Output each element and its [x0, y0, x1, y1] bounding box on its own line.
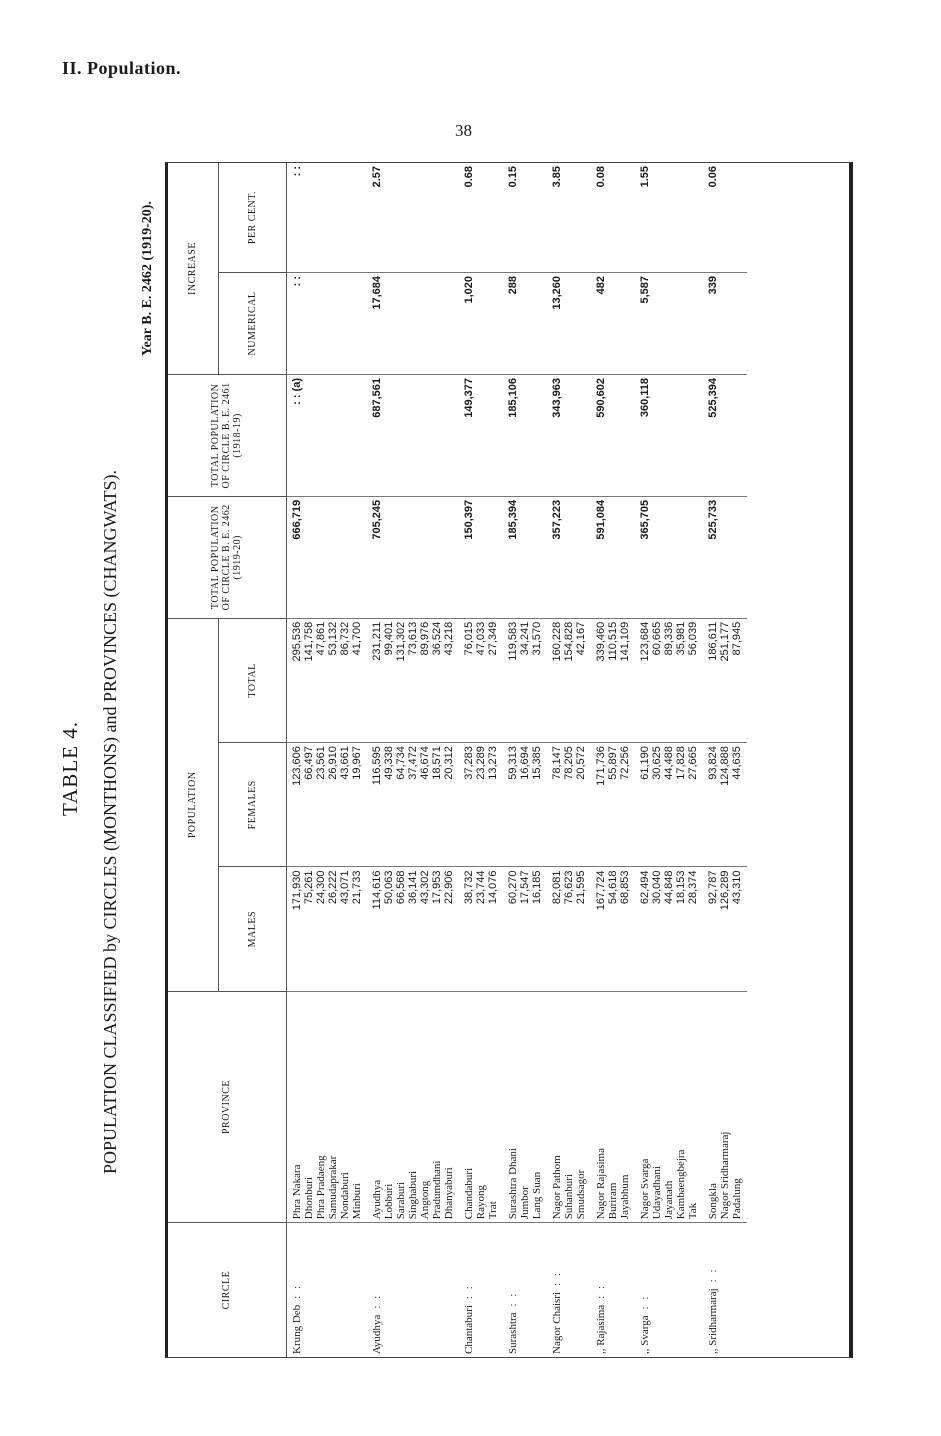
province-list-entry: Tak — [686, 1202, 699, 1220]
province-list-entry: Phra Nakara — [290, 1164, 303, 1220]
females-list-entry: 44,488 — [662, 746, 675, 780]
males-list-entry: 126,289 — [718, 870, 731, 911]
province-list-entry: Samudaprakar — [326, 1155, 339, 1220]
males-list-entry: 21,595 — [574, 870, 587, 905]
numerical: 1,020 — [459, 273, 503, 375]
circle-total-2461: 360,118 — [635, 374, 703, 496]
circle-total-2462: 591,084 — [591, 496, 635, 618]
totals-list-entry: 34,241 — [518, 621, 531, 656]
males-list-entry: 43,302 — [418, 870, 431, 905]
males-list — [367, 867, 459, 991]
section-heading: II. Population. — [62, 58, 182, 78]
province-list-entry: Smudsagor — [574, 1169, 587, 1220]
province-list-entry: Chandaburi — [462, 1167, 475, 1220]
province-list-entry: Padalung — [730, 1178, 743, 1220]
table-row — [367, 163, 459, 1357]
province-list-entry: Suhanburi — [562, 1173, 575, 1220]
circle-total-2462: 185,394 — [503, 496, 547, 618]
females-list-entry: 37,472 — [406, 746, 419, 780]
numerical: 482 — [591, 273, 635, 375]
males-list-entry: 26,222 — [326, 870, 339, 905]
table-row — [286, 163, 367, 1357]
females-list-entry: 15,385 — [530, 746, 543, 780]
totals-list-entry: 76,015 — [462, 621, 475, 656]
province-list-entry: Nagor Rajasima — [594, 1148, 607, 1220]
circle-name: ,, Rajasima: : — [591, 1223, 635, 1357]
females-list-entry: 19,967 — [350, 746, 363, 780]
totals-list-entry: 42,167 — [574, 621, 587, 656]
province-list-entry: Jayanath — [662, 1180, 675, 1220]
province-list — [503, 991, 547, 1222]
totals-list-entry: 87,945 — [730, 621, 743, 656]
totals-list-entry: 35,981 — [674, 621, 687, 656]
province-list — [286, 991, 367, 1222]
table-row — [591, 163, 635, 1357]
males-list — [547, 867, 591, 991]
totals-list-entry: 123,684 — [638, 621, 651, 662]
circle-total-2462: 666,719 — [286, 496, 367, 618]
totals-list — [503, 618, 547, 742]
males-list-entry: 167,724 — [594, 870, 607, 911]
females-list-entry: 171,736 — [594, 746, 607, 786]
per-cent: : : — [290, 166, 303, 177]
males-list — [503, 867, 547, 991]
province-list — [591, 991, 635, 1222]
circle-label: Nagor Chaisri — [550, 1291, 563, 1354]
population-table — [168, 163, 747, 1357]
province-list-entry: Trat — [486, 1201, 499, 1220]
per-cent: 0.15 — [506, 166, 519, 188]
males-list-entry: 30,040 — [650, 870, 663, 905]
totals-list-entry: 231,211 — [370, 621, 383, 661]
circle-total-2462: 150,397 — [459, 496, 503, 618]
table-title: POPULATION CLASSIFIED by CIRCLES (MONTHONS) and PROVINCES (CHANGWATS). — [100, 469, 120, 1174]
province-list-entry: Nagor Svarga — [638, 1158, 651, 1220]
males-list — [703, 867, 747, 991]
totals-list-entry: 47,861 — [314, 621, 327, 656]
males-list-entry: 21,733 — [350, 870, 363, 905]
males-list-entry: 50,063 — [382, 870, 395, 905]
per-cent: 0.06 — [706, 166, 719, 188]
numerical: : : — [286, 273, 367, 375]
males-list-entry: 17,547 — [518, 870, 531, 905]
totals-list-entry: 31,570 — [530, 621, 543, 656]
females-list-entry: 66,497 — [302, 746, 315, 780]
totals-list-entry: 43,218 — [442, 621, 455, 656]
females-list-entry: 26,910 — [326, 746, 339, 780]
header-males: MALES — [218, 867, 286, 991]
table-number: TABLE 4. — [58, 721, 82, 816]
totals-list-entry: 41,700 — [350, 621, 363, 656]
header-numerical: NUMERICAL — [218, 273, 286, 375]
province-list-entry: Minburi — [350, 1183, 363, 1220]
totals-list — [286, 618, 367, 742]
males-list-entry: 75,261 — [302, 870, 315, 905]
totals-list — [635, 618, 703, 742]
province-list — [547, 991, 591, 1222]
province-list-entry: Jumbor — [518, 1186, 531, 1220]
numerical: 5,587 — [635, 273, 703, 375]
males-list-entry: 66,568 — [394, 870, 407, 905]
totals-list — [367, 618, 459, 742]
totals-list-entry: 47,033 — [474, 621, 487, 656]
header-province: PROVINCE — [168, 991, 286, 1222]
females-list — [547, 743, 591, 867]
numerical: 288 — [503, 273, 547, 375]
females-list-entry: 61,190 — [638, 746, 651, 780]
circle-label: ,, Svarga — [638, 1315, 651, 1354]
totals-list-entry: 53,132 — [326, 621, 339, 656]
females-list-entry: 123,606 — [290, 746, 303, 786]
totals-list-entry: 27,349 — [486, 621, 499, 656]
province-list-entry: Nagor Pathom — [550, 1155, 563, 1220]
province-list-entry: Rayong — [474, 1184, 487, 1220]
males-list — [459, 867, 503, 991]
province-list-entry: Surashtra Dhani — [506, 1148, 519, 1220]
circle-total-2461: 590,602 — [591, 374, 635, 496]
males-list-entry: 171,930 — [290, 870, 303, 911]
totals-list-entry: 36,524 — [430, 621, 443, 656]
circle-total-2461: 525,394 — [703, 374, 747, 496]
numerical: 17,684 — [367, 273, 459, 375]
header-population: POPULATION — [168, 618, 218, 991]
province-list-entry: Nagor Sridharmaraj — [718, 1131, 731, 1220]
circle-label: Chantaburi — [462, 1305, 475, 1354]
females-list-entry: 17,828 — [674, 746, 687, 780]
totals-list-entry: 131,302 — [394, 621, 407, 662]
males-list-entry: 76,623 — [562, 870, 575, 905]
per-cent: 1.55 — [638, 166, 651, 188]
circle-name: Nagor Chaisri: : — [547, 1223, 591, 1357]
totals-list-entry: 141,758 — [302, 621, 315, 662]
province-list — [635, 991, 703, 1222]
totals-list-entry: 86,732 — [338, 621, 351, 656]
males-list — [635, 867, 703, 991]
per-cent: 0.08 — [594, 166, 607, 188]
province-list-entry: Pradumdhani — [430, 1160, 443, 1220]
males-list-entry: 28,374 — [686, 870, 699, 905]
totals-list-entry: 119,583 — [506, 621, 519, 661]
females-list-entry: 20,312 — [442, 746, 455, 780]
males-list-entry: 114,616 — [370, 870, 383, 910]
males-list-entry: 68,853 — [618, 870, 631, 905]
province-list — [703, 991, 747, 1222]
numerical: 339 — [703, 273, 747, 375]
table-row — [635, 163, 703, 1357]
population-table-frame — [165, 162, 853, 1358]
females-list-entry: 16,694 — [518, 746, 531, 780]
province-list-entry: Ayudhya — [370, 1179, 383, 1220]
circle-label: ,, Rajasima — [594, 1304, 607, 1354]
per-cent: 3.85 — [550, 166, 563, 188]
per-cent: 2.57 — [370, 166, 383, 188]
females-list-entry: 124,888 — [718, 746, 731, 786]
females-list-entry: 59,313 — [506, 746, 519, 780]
table-row — [459, 163, 503, 1357]
females-list-entry: 18,571 — [430, 746, 443, 780]
header-total: TOTAL — [218, 618, 286, 742]
males-list-entry: 16,185 — [530, 870, 543, 905]
females-list-entry: 55,897 — [606, 746, 619, 780]
circle-total-2461: 149,377 — [459, 374, 503, 496]
totals-list-entry: 154,828 — [562, 621, 575, 662]
females-list — [459, 743, 503, 867]
males-list-entry: 82,081 — [550, 870, 563, 905]
totals-list-entry: 73,613 — [406, 621, 419, 656]
province-list-entry: Lobburi — [382, 1183, 395, 1220]
males-list — [286, 867, 367, 991]
females-list-entry: 78,205 — [562, 746, 575, 780]
circle-total-2461: 687,561 — [367, 374, 459, 496]
males-list-entry: 17,953 — [430, 870, 443, 905]
totals-list-entry: 295,536 — [290, 621, 303, 662]
males-list-entry: 23,744 — [474, 870, 487, 905]
province-list-entry: Phra Pradaeng — [314, 1155, 327, 1220]
circle-label: Krung Deb — [290, 1304, 303, 1354]
circle-name: Chantaburi: : — [459, 1223, 503, 1357]
page-number: 38 — [455, 121, 472, 140]
circle-name: ,, Sridharmaraj: : — [703, 1223, 747, 1357]
males-list-entry: 22,906 — [442, 870, 455, 905]
totals-list-entry: 141,109 — [618, 621, 631, 662]
females-list-entry: 13,273 — [486, 746, 499, 780]
totals-list-entry: 56,039 — [686, 621, 699, 656]
totals-list-entry: 110,515 — [606, 621, 619, 661]
totals-list-entry: 186,611 — [706, 621, 719, 661]
males-list-entry: 38,732 — [462, 870, 475, 905]
males-list-entry: 24,300 — [314, 870, 327, 905]
females-list — [591, 743, 635, 867]
header-per-cent: PER CENT. — [218, 163, 286, 273]
males-list-entry: 43,071 — [338, 870, 351, 905]
females-list-entry: 43,661 — [338, 746, 351, 780]
females-list-entry: 93,824 — [706, 746, 719, 780]
females-list-entry: 72,256 — [618, 746, 631, 780]
males-list-entry: 54,618 — [606, 870, 619, 905]
circle-total-2462: 365,705 — [635, 496, 703, 618]
males-list-entry: 18,153 — [674, 870, 687, 905]
province-list-entry: Singhaburi — [406, 1170, 419, 1220]
males-list-entry: 60,270 — [506, 870, 519, 905]
females-list-entry: 23,289 — [474, 746, 487, 780]
circle-name: Surashtra: : — [503, 1223, 547, 1357]
females-list — [703, 743, 747, 867]
females-list-entry: 37,283 — [462, 746, 475, 780]
circle-label: Surashtra — [506, 1312, 519, 1354]
province-list-entry: Songkla — [706, 1183, 719, 1220]
table-row — [547, 163, 591, 1357]
females-list — [503, 743, 547, 867]
females-list-entry: 49,338 — [382, 746, 395, 780]
totals-list-entry: 339,460 — [594, 621, 607, 662]
totals-list — [591, 618, 635, 742]
header-total-2462: TOTAL POPULATION OF CIRCLE B. E. 2462 (1919-20) — [168, 496, 286, 618]
females-list-entry: 30,625 — [650, 746, 663, 780]
totals-list-entry: 60,665 — [650, 621, 663, 656]
circle-total-2461: 185,106 — [503, 374, 547, 496]
province-list-entry: Dhanyaburi — [442, 1167, 455, 1220]
females-list-entry: 27,665 — [686, 746, 699, 780]
females-list — [367, 743, 459, 867]
circle-label: ,, Sridharmaraj — [706, 1288, 719, 1354]
females-list-entry: 78,147 — [550, 746, 563, 780]
province-list-entry: Buriram — [606, 1182, 619, 1220]
circle-name: Krung Deb: : — [286, 1223, 367, 1357]
province-list-entry: Angtong — [418, 1180, 431, 1220]
females-list-entry: 116,595 — [370, 746, 383, 786]
header-circle: CIRCLE — [168, 1223, 286, 1357]
year-label: Year B. E. 2462 (1919-20). — [140, 201, 155, 356]
province-list — [459, 991, 503, 1222]
totals-list-entry: 89,336 — [662, 621, 675, 656]
males-list-entry: 43,310 — [730, 870, 743, 905]
province-list-entry: Saraburi — [394, 1181, 407, 1220]
males-list-entry: 44,848 — [662, 870, 675, 905]
province-list-entry: Nondaburi — [338, 1172, 351, 1220]
province-list-entry: Dhonburi — [302, 1177, 315, 1220]
females-list-entry: 44,635 — [730, 746, 743, 780]
males-list-entry: 62,494 — [638, 870, 651, 905]
circle-name: Ayudhya: : — [367, 1223, 459, 1357]
females-list-entry: 20,572 — [574, 746, 587, 780]
females-list-entry: 23,561 — [314, 746, 327, 780]
numerical: 13,260 — [547, 273, 591, 375]
province-list — [367, 991, 459, 1222]
header-increase: INCREASE — [168, 163, 218, 374]
females-list-entry: 64,734 — [394, 746, 407, 780]
table-row — [503, 163, 547, 1357]
circle-total-2462: 705,245 — [367, 496, 459, 618]
table-body — [286, 163, 747, 1357]
province-list-entry: Lang Suan — [530, 1171, 543, 1220]
males-list-entry: 14,076 — [486, 870, 499, 905]
per-cent: 0.68 — [462, 166, 475, 188]
totals-list-entry: 160,228 — [550, 621, 563, 662]
circle-total-2462: 357,223 — [547, 496, 591, 618]
header-females: FEMALES — [218, 743, 286, 867]
province-list-entry: Jayabhum — [618, 1174, 631, 1220]
circle-total-2461: : : (a) — [286, 374, 367, 496]
males-list — [591, 867, 635, 991]
totals-list — [459, 618, 503, 742]
totals-list-entry: 89,976 — [418, 621, 431, 656]
header-total-2461: TOTAL POPULATION OF CIRCLE B. E. 2461 (1918-19) — [168, 374, 286, 496]
totals-list — [703, 618, 747, 742]
province-list-entry: Udayadhani — [650, 1166, 663, 1220]
females-list — [286, 743, 367, 867]
circle-label: Ayudhya — [370, 1314, 383, 1354]
totals-list-entry: 251,177 — [718, 621, 731, 662]
males-list-entry: 92,787 — [706, 870, 719, 905]
totals-list — [547, 618, 591, 742]
table-row — [703, 163, 747, 1357]
males-list-entry: 36,141 — [406, 870, 419, 905]
females-list-entry: 46,674 — [418, 746, 431, 780]
province-list-entry: Kambaengbejra — [674, 1149, 687, 1220]
circle-total-2461: 343,963 — [547, 374, 591, 496]
females-list — [635, 743, 703, 867]
circle-name: ,, Svarga: : — [635, 1223, 703, 1357]
circle-total-2462: 525,733 — [703, 496, 747, 618]
totals-list-entry: 99,401 — [382, 621, 395, 656]
